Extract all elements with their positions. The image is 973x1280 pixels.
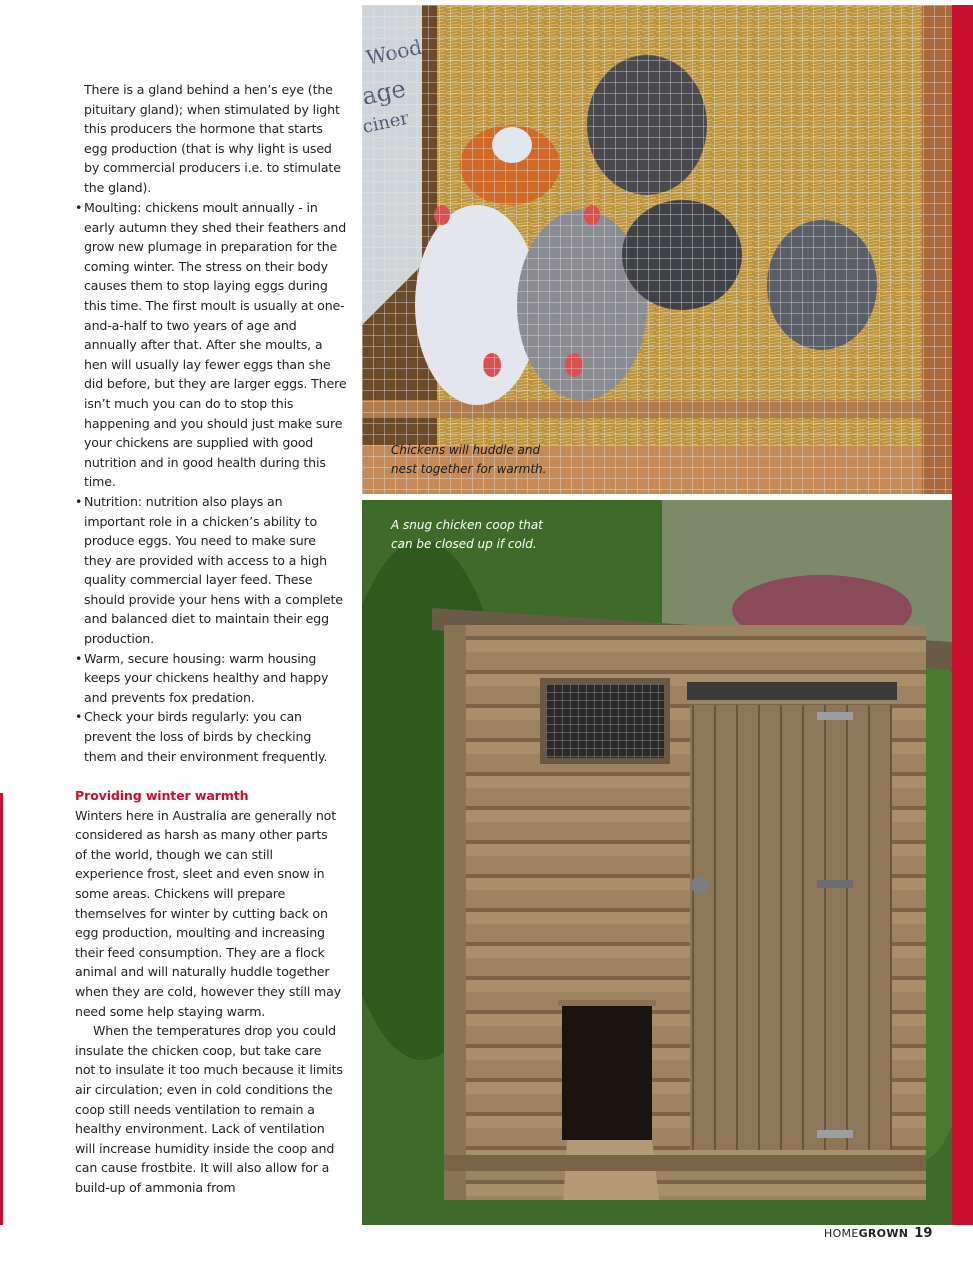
list-item-text: Warm, secure housing: warm housing keeps your chickens healthy and happy and prevents fox predation. xyxy=(84,650,329,705)
coop-base xyxy=(444,1155,926,1171)
section-paragraph: Winters here in Australia are generally not considered as harsh as many other parts of the world, though we can still experience frost, sleet and even snow in some areas. Chickens will prepare themselves for winter by cutting back on egg production, moulting and increasing their feed consumption. They are a flock animal and will naturally huddle together when they are cold, however they still may need some help staying warm. xyxy=(75,807,342,1019)
chickens-huddle-photo xyxy=(362,5,952,494)
list-item xyxy=(75,707,347,766)
grass xyxy=(362,1200,952,1225)
door-hinge xyxy=(817,880,853,888)
coop-door xyxy=(690,705,892,1150)
list-item-text: Check your birds regularly: you can prevent the loss of birds by checking them and their environment frequently. xyxy=(84,709,328,764)
door-top-gap xyxy=(687,682,897,700)
list-item-text: Nutrition: nutrition also plays an important role in a chicken’s ability to produce eggs. You need to make sure they are provided with access to a high quality commercial layer feed. These should provide your hens with a complete and balanced diet to maintain their egg production. xyxy=(84,493,343,647)
door-latch xyxy=(691,876,709,894)
pop-hole-frame xyxy=(558,1000,656,1006)
pop-hole xyxy=(562,1005,652,1140)
section-paragraph: When the temperatures drop you could insulate the chicken coop, but take care not to insulate it too much because it limits air circulation; even in cold conditions the coop still needs ventilation to remain a healthy environment. Lack of ventilation will increase humidity inside the coop and can cause frostbite. It will also allow for a build-up of ammonia from xyxy=(75,1023,343,1195)
list-item xyxy=(75,649,347,708)
brand-suffix: GROWN xyxy=(858,1227,909,1240)
top-photo-caption: Chickens will huddle and nest together for warmth. xyxy=(391,443,547,476)
list-item xyxy=(75,198,347,492)
factor-list xyxy=(75,198,347,766)
door-hinge xyxy=(817,712,853,720)
door-hinge xyxy=(817,1130,853,1138)
chicken-coop-photo xyxy=(362,500,952,1225)
chickens-illustration xyxy=(362,5,952,494)
list-item-text: Moulting: chickens moult annually - in early autumn they shed their feathers and grow new plumage in preparation for the coming winter. The stress on their body causes them to stop laying eggs during this time. The first moult is usually at one-and-a-half to two years of age and annually after that. After she moults, a hen will usually lay fewer eggs than she did before, but they are larger eggs. There isn’t much you can do to stop this happening and you should just make sure your chickens are supplied with good nutrition and in good health during this time. xyxy=(84,200,347,490)
bullet-marker: • xyxy=(75,709,83,725)
mesh-window xyxy=(546,684,664,758)
list-item xyxy=(75,492,347,649)
page-number: 19 xyxy=(914,1226,933,1241)
brand-prefix: HOME xyxy=(824,1227,859,1240)
bottom-photo-caption: A snug chicken coop that can be closed up if cold. xyxy=(391,518,543,551)
bullet-marker: • xyxy=(75,493,83,509)
right-accent-bar xyxy=(952,5,973,1225)
wire-mesh xyxy=(362,5,952,494)
left-accent-bar xyxy=(0,793,3,1225)
page-footer xyxy=(824,1226,932,1242)
section-heading: Providing winter warmth xyxy=(75,788,249,803)
coop-illustration xyxy=(362,500,952,1225)
bullet-marker: • xyxy=(75,200,83,215)
bullet-marker: • xyxy=(75,650,83,666)
coop-corner-post xyxy=(444,625,466,1205)
winter-warmth-section xyxy=(75,786,343,1197)
intro-paragraph: There is a gland behind a hen’s eye (the pituitary gland); when stimulated by light this producers the hormone that starts egg production (that is why light is used by commercial producers i.e. to stimulate the gland). xyxy=(84,82,341,195)
